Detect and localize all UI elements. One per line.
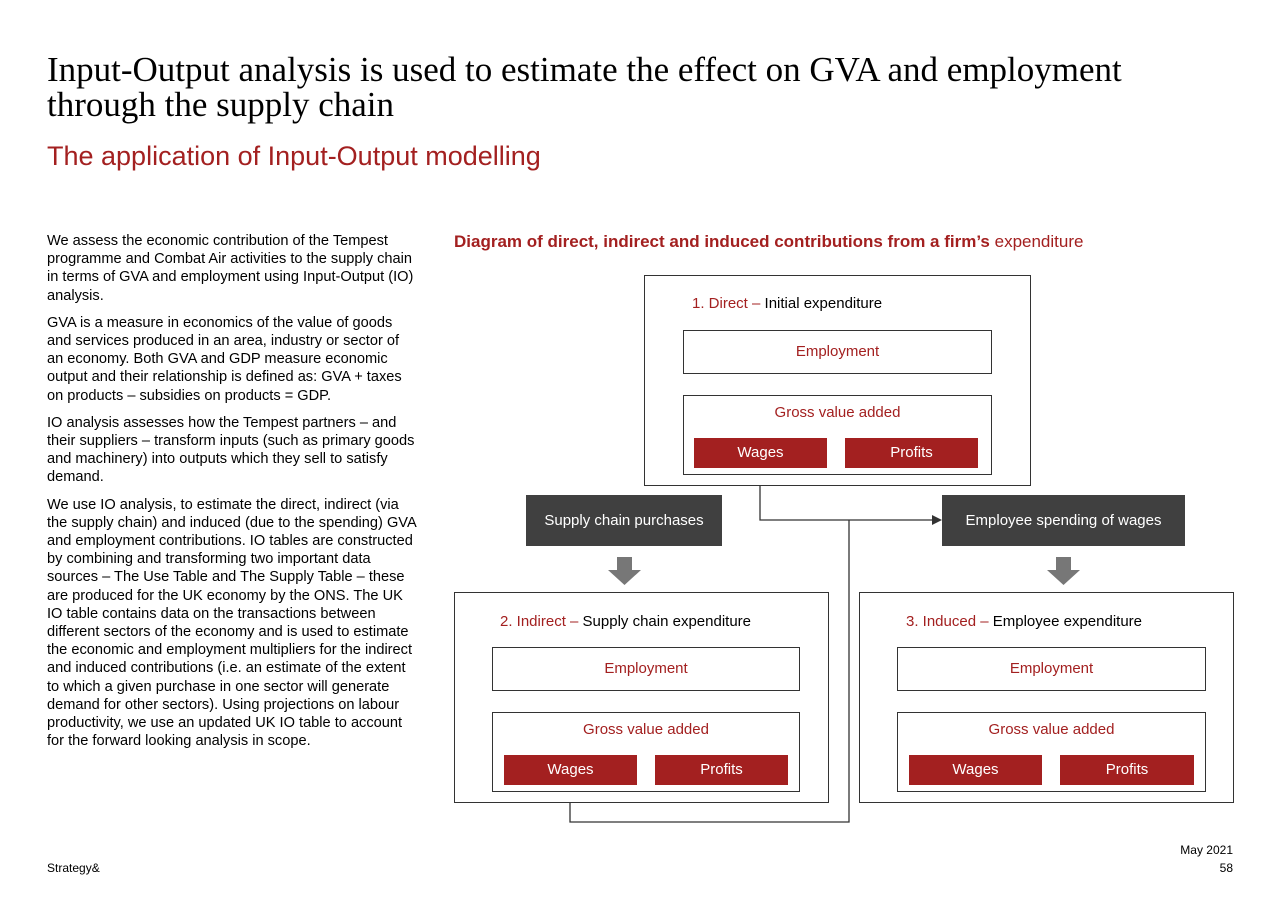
indirect-wages: Wages bbox=[504, 755, 637, 785]
arrowhead-icon bbox=[932, 515, 942, 525]
employee-spending: Employee spending of wages bbox=[942, 495, 1185, 546]
direct-wages: Wages bbox=[694, 438, 827, 468]
paragraph: We assess the economic contribution of the Tempest programme and Combat Air activities to the supply chain in terms of GVA and employment using Input-Output (IO) analysis. bbox=[47, 233, 414, 304]
indirect-profits: Profits bbox=[655, 755, 788, 785]
diagram-title-rest: expenditure bbox=[989, 232, 1084, 251]
page-subtitle: The application of Input-Output modelling bbox=[47, 141, 541, 171]
supply-chain-purchases: Supply chain purchases bbox=[526, 495, 722, 546]
direct-employment: Employment bbox=[683, 330, 992, 374]
direct-profits: Profits bbox=[845, 438, 978, 468]
induced-wages: Wages bbox=[909, 755, 1042, 785]
page-title: Input-Output analysis is used to estimate the effect on GVA and employment through the supply chain bbox=[47, 50, 1122, 124]
induced-label: 3. Induced – Employee expenditure bbox=[906, 613, 1142, 630]
paragraph: IO analysis assesses how the Tempest partners – and their suppliers – transform inputs (such as primary goods and machinery) into outputs which they sell to satisfy demand. bbox=[47, 414, 415, 486]
paragraph: We use IO analysis, to estimate the direct, indirect (via the supply chain) and induced (due to the spending) GVA and employment contributions. IO tables are constructed by combining and transforming two important data sources – The Use Table and The Supply Table – these are produced for the UK economy by the ONS. The UK IO table contains data on the transactions between different sectors of the economy and is used to estimate the economic and employment multipliers for the indirect and induced contributions (i.e. an estimate of the extent to which a given purchase in one sector will generate demand for other sectors). Using projections on labour productivity, we use an updated UK IO table to account for the forward looking analysis in scope. bbox=[47, 496, 416, 750]
direct-gva-label: Gross value added bbox=[774, 404, 901, 421]
diagram-title-bold: Diagram of direct, indirect and induced contributions from a firm’s bbox=[454, 232, 990, 251]
page-number: 58 bbox=[1219, 861, 1233, 875]
down-arrow-icon bbox=[608, 557, 641, 585]
footer-brand: Strategy& bbox=[47, 861, 100, 875]
direct-label: 1. Direct – Initial expenditure bbox=[692, 295, 883, 312]
induced-gva-label: Gross value added bbox=[988, 721, 1115, 738]
paragraph: GVA is a measure in economics of the value of goods and services produced in an area, industry or sector of an economy. Both GVA and GDP measure economic output and their relationship is defined as: GVA + taxes on products – subsidies on products = GDP. bbox=[47, 314, 402, 404]
footer-date: May 2021 bbox=[1180, 843, 1233, 857]
indirect-employment: Employment bbox=[492, 647, 800, 691]
down-arrow-icon bbox=[1047, 557, 1080, 585]
induced-profits: Profits bbox=[1060, 755, 1194, 785]
indirect-gva-label: Gross value added bbox=[583, 721, 709, 738]
indirect-label: 2. Indirect – Supply chain expenditure bbox=[500, 613, 751, 630]
induced-employment: Employment bbox=[897, 647, 1206, 691]
